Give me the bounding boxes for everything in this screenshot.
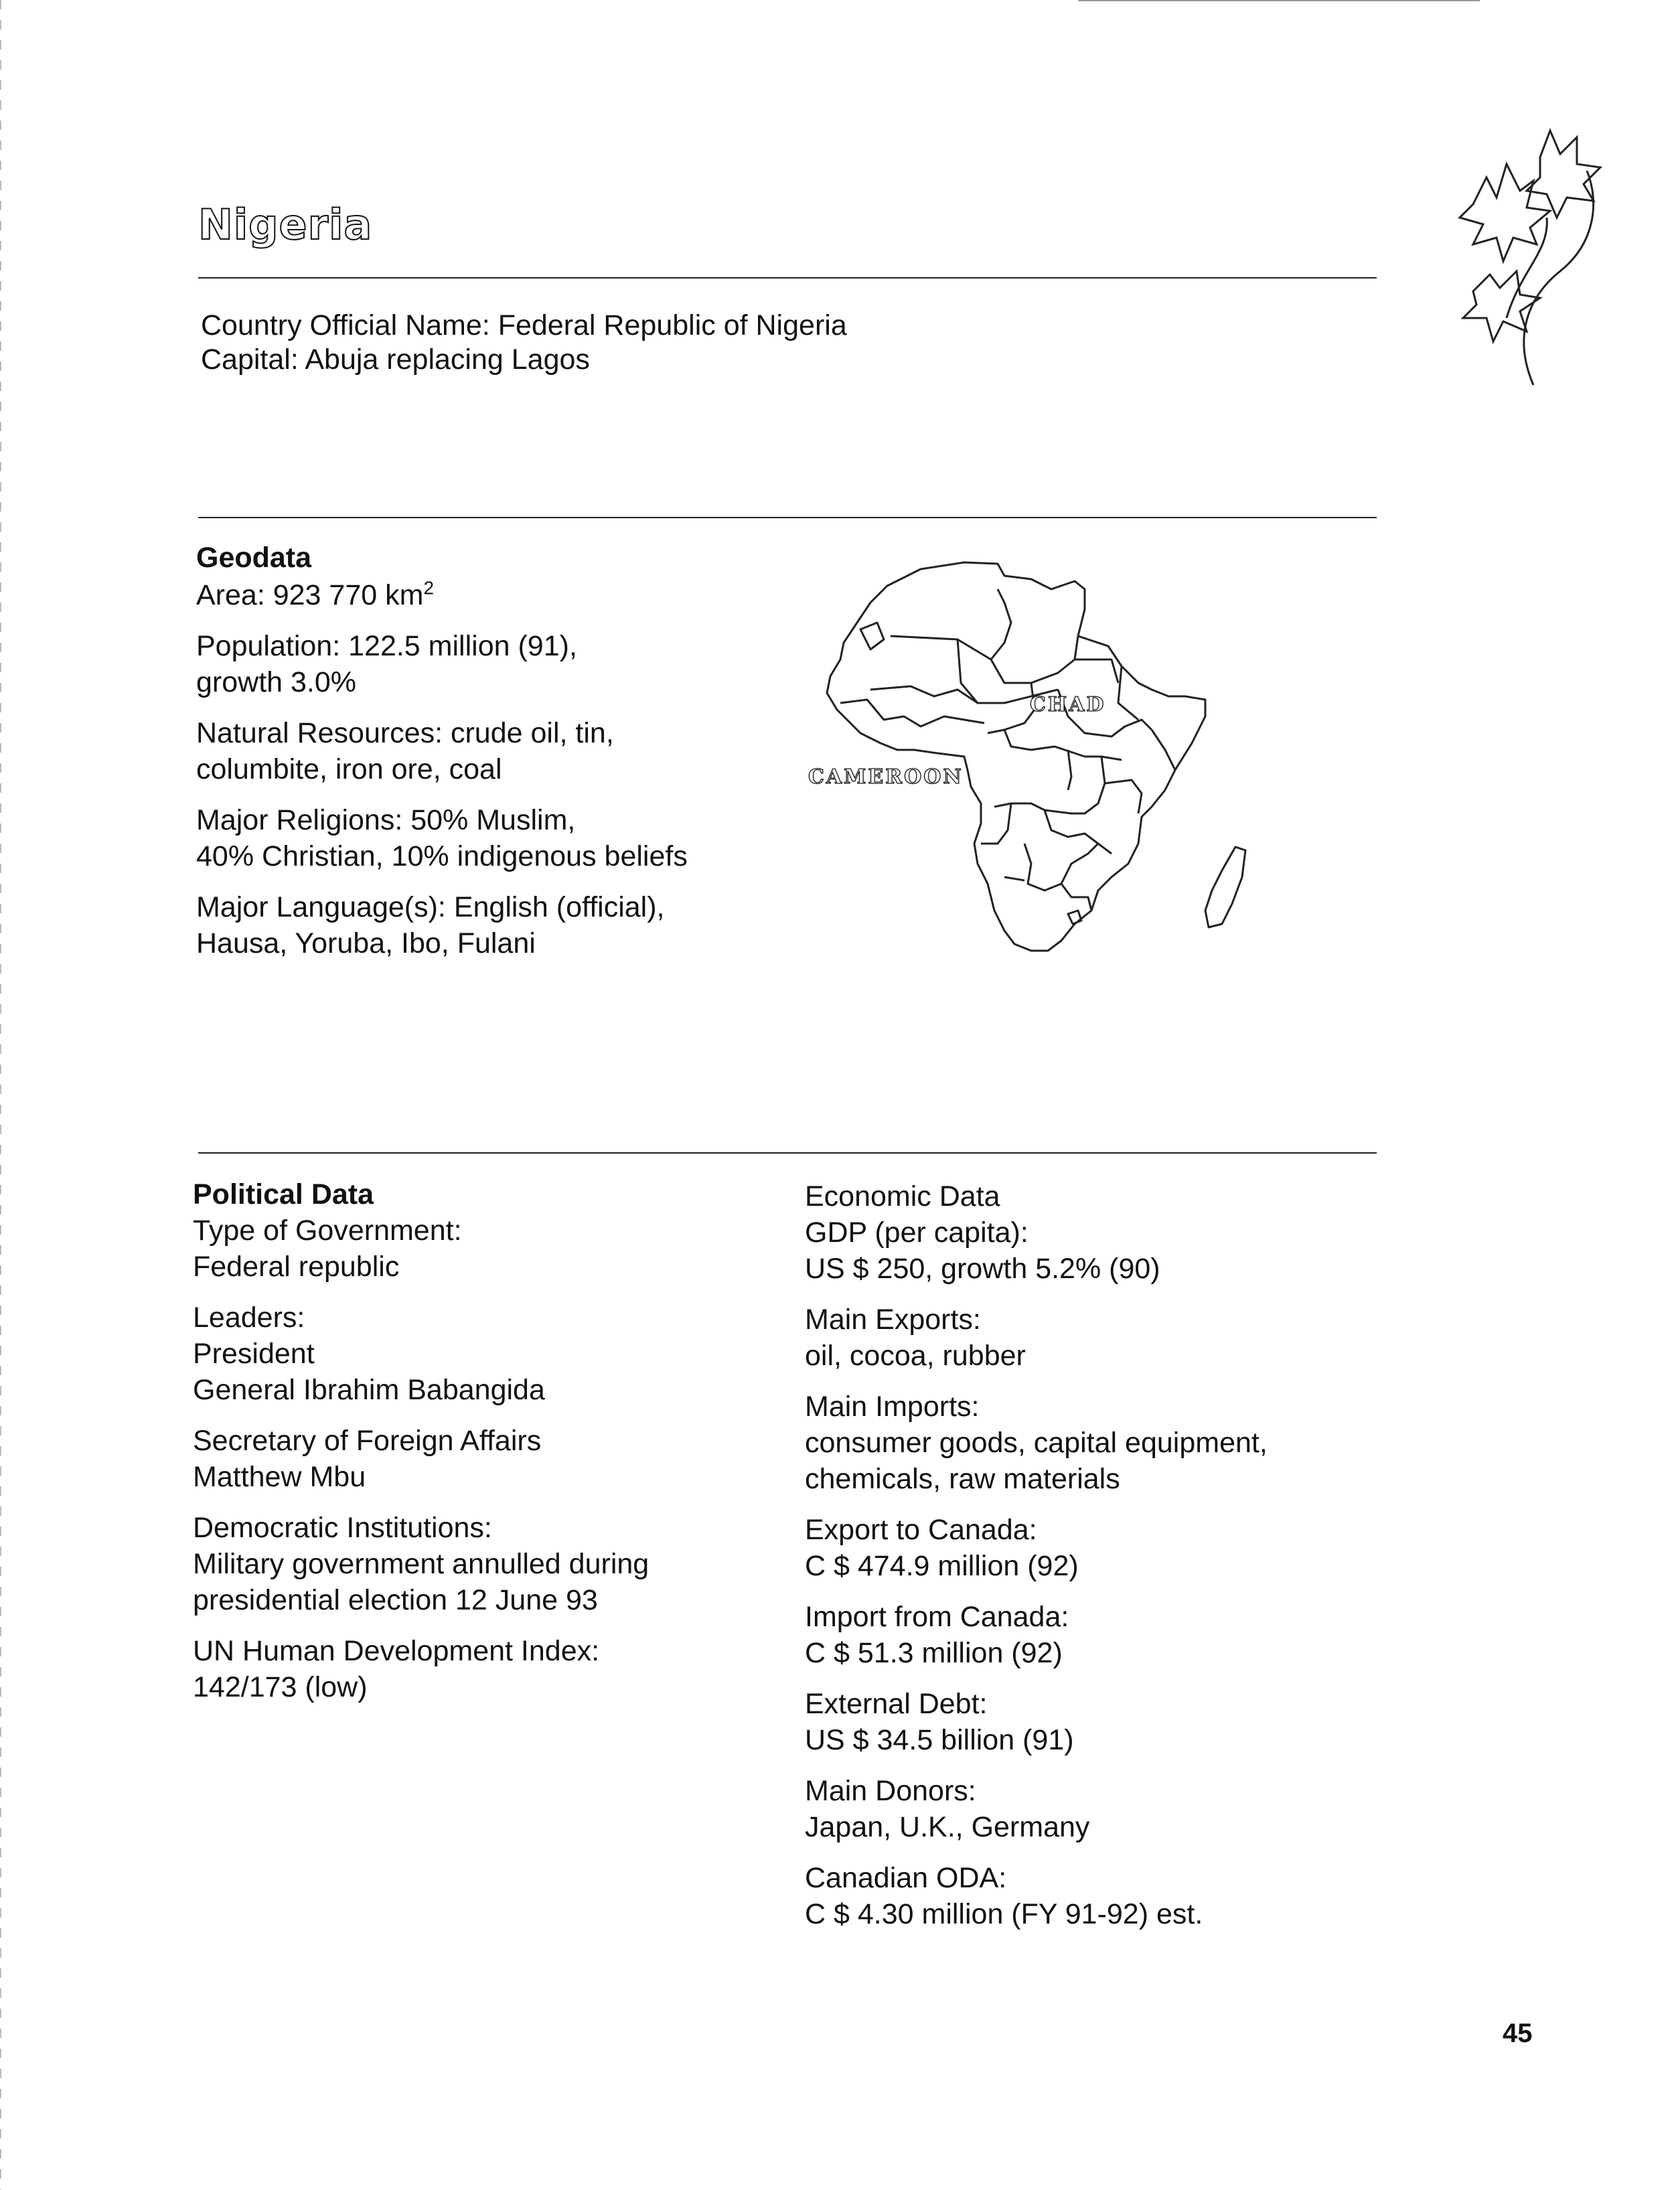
resources-line-2: columbite, iron ore, coal (196, 753, 502, 785)
economic-item-value: Japan, U.K., Germany (805, 1811, 1090, 1843)
political-item-value: 142/173 (low) (193, 1671, 368, 1703)
scan-edge (0, 0, 1, 2190)
economic-item-label: Main Donors: (805, 1775, 976, 1807)
madagascar-outline (1205, 847, 1245, 927)
area-superscript: 2 (423, 577, 435, 599)
economic-item-value: US $ 250, growth 5.2% (90) (805, 1253, 1160, 1285)
political-item-value: Federal republic (193, 1251, 400, 1283)
africa-outline (827, 562, 1205, 951)
political-item-label: Secretary of Foreign Affairs (193, 1425, 542, 1457)
economic-item-label: Main Exports: (805, 1304, 981, 1336)
population-line-2: growth 3.0% (196, 666, 357, 698)
capital: Capital: Abuja replacing Lagos (201, 343, 590, 376)
economic-item-value: US $ 34.5 billion (91) (805, 1724, 1074, 1756)
economic-item-label: Canadian ODA: (805, 1862, 1007, 1894)
page-number: 45 (1503, 2019, 1533, 2048)
map-label-cameroon: CAMEROON (808, 765, 964, 789)
political-item-value: presidential election 12 June 93 (193, 1584, 598, 1616)
political-section (193, 1176, 649, 1705)
maple-leaf-icon (1433, 117, 1614, 398)
economic-item-value: C $ 474.9 million (92) (805, 1550, 1079, 1582)
political-item-label: Democratic Institutions: (193, 1512, 492, 1544)
area (196, 577, 688, 613)
political-item-label: UN Human Development Index: (193, 1635, 600, 1667)
political-item-label: Type of Government: (193, 1215, 462, 1247)
religions-line-1: Major Religions: 50% Muslim, (196, 804, 576, 836)
population-line-1: Population: 122.5 million (91), (196, 630, 577, 662)
economic-item-label: GDP (per capita): (805, 1217, 1028, 1249)
geodata-section (196, 540, 688, 961)
economic-item-label: External Debt: (805, 1688, 988, 1720)
languages-line-1: Major Language(s): English (official), (196, 891, 665, 923)
religions-line-2: 40% Christian, 10% indigenous beliefs (196, 840, 688, 872)
political-item-value: General Ibrahim Babangida (193, 1374, 545, 1406)
area-text: Area: 923 770 km (196, 579, 424, 611)
geodata-heading: Geodata (196, 542, 312, 574)
economic-item-value: C $ 51.3 million (92) (805, 1637, 1063, 1669)
divider-geodata (198, 517, 1377, 518)
economic-item-label: Main Imports: (805, 1391, 980, 1423)
political-item-value: President (193, 1338, 315, 1370)
divider-data (198, 1152, 1377, 1154)
political-item-label: Leaders: (193, 1302, 305, 1334)
official-name: Country Official Name: Federal Republic of Nigeria (201, 309, 847, 341)
economic-item-value: oil, cocoa, rubber (805, 1340, 1026, 1372)
economic-item-value: chemicals, raw materials (805, 1463, 1120, 1495)
divider-top (198, 277, 1377, 279)
scan-top-rule (1078, 0, 1480, 1)
economic-item-label: Export to Canada: (805, 1514, 1037, 1546)
economic-item-value: C $ 4.30 million (FY 91-92) est. (805, 1898, 1203, 1930)
languages-line-2: Hausa, Yoruba, Ibo, Fulani (196, 927, 536, 959)
economic-item-value: consumer goods, capital equipment, (805, 1427, 1268, 1459)
political-heading: Political Data (193, 1178, 374, 1210)
political-item-value: Matthew Mbu (193, 1461, 366, 1493)
political-item-value: Military government annulled during (193, 1548, 650, 1580)
map-label-chad: CHAD (1030, 693, 1106, 716)
economic-heading: Economic Data (805, 1180, 1000, 1213)
page-title: Nigeria (198, 200, 373, 249)
economic-item-label: Import from Canada: (805, 1601, 1069, 1633)
resources-line-1: Natural Resources: crude oil, tin, (196, 717, 614, 749)
economic-section (805, 1178, 1268, 1932)
